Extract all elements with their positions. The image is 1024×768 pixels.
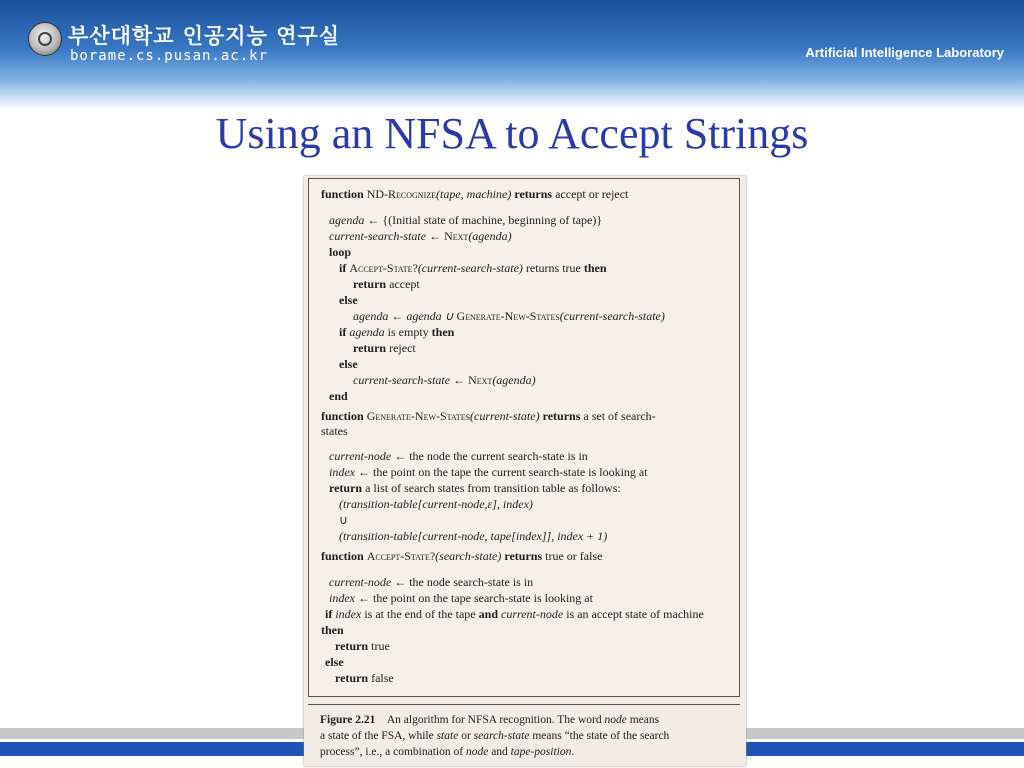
caption-line-3: process”, i.e., a combination of node and tape-position. [320, 746, 575, 758]
figure-caption [308, 704, 740, 766]
if-agenda-empty-line: if agenda is empty then [339, 325, 455, 339]
current-state-next-line: current-search-state ← Next(agenda) [353, 373, 536, 387]
as-then-keyword: then [321, 623, 344, 637]
agenda-update-line: agenda ← agenda ∪ Generate-New-States(current-search-state) [353, 309, 665, 323]
as-current-node-line: current-node ← the node search-state is in [329, 575, 534, 589]
return-accept-line: return accept [353, 277, 420, 291]
return-reject-line: return reject [353, 341, 416, 355]
caption-line-2: a state of the FSA, while state or search-state means “the state of the search [320, 730, 670, 742]
lab-name-english: Artificial Intelligence Laboratory [805, 45, 1004, 60]
nd-recognize-header: function ND-Recognize(tape, machine) returns accept or reject [321, 187, 629, 201]
gns-union-symbol: ∪ [339, 513, 348, 527]
else-keyword: else [339, 293, 358, 307]
else-keyword-2: else [339, 357, 358, 371]
lab-url: borame.cs.pusan.ac.kr [70, 48, 269, 64]
agenda-init-line: agenda ← {(Initial state of machine, beginning of tape)} [329, 213, 603, 227]
gns-return-line: return a list of search states from transition table as follows: [329, 481, 621, 495]
generate-new-states-header-cont: states [321, 424, 348, 438]
gns-transition-epsilon: (transition-table[current-node,ε], index) [339, 497, 533, 511]
as-index-line: index ← the point on the tape search-state is looking at [329, 591, 593, 605]
scanned-figure [304, 176, 746, 766]
header-banner [0, 0, 1024, 110]
gns-index-line: index ← the point on the tape the current search-state is looking at [329, 465, 648, 479]
end-keyword: end [329, 389, 348, 403]
accept-state-header: function Accept-State?(search-state) returns true or false [321, 549, 603, 563]
as-return-false-line: return false [335, 671, 394, 685]
if-accept-line: if Accept-State?(current-search-state) returns true then [339, 261, 607, 275]
as-if-line: if index is at the end of the tape and current-node is an accept state of machine [325, 607, 704, 621]
as-else-keyword: else [325, 655, 344, 669]
gns-current-node-line: current-node ← the node the current search-state is in [329, 449, 588, 463]
loop-keyword: loop [329, 245, 352, 259]
algorithm-box [308, 178, 740, 697]
as-return-true-line: return true [335, 639, 390, 653]
current-state-init-line: current-search-state ← Next(agenda) [329, 229, 512, 243]
lab-name-korean: 부산대학교 인공지능 연구실 [68, 24, 341, 48]
caption-line-1: Figure 2.21 An algorithm for NFSA recognition. The word node means [320, 714, 660, 726]
generate-new-states-header: function Generate-New-States(current-state) returns a set of search- [321, 409, 656, 423]
gns-transition-tape: (transition-table[current-node, tape[index]], index + 1) [339, 529, 608, 543]
slide-title: Using an NFSA to Accept Strings [215, 109, 809, 158]
university-seal-icon [28, 22, 62, 56]
